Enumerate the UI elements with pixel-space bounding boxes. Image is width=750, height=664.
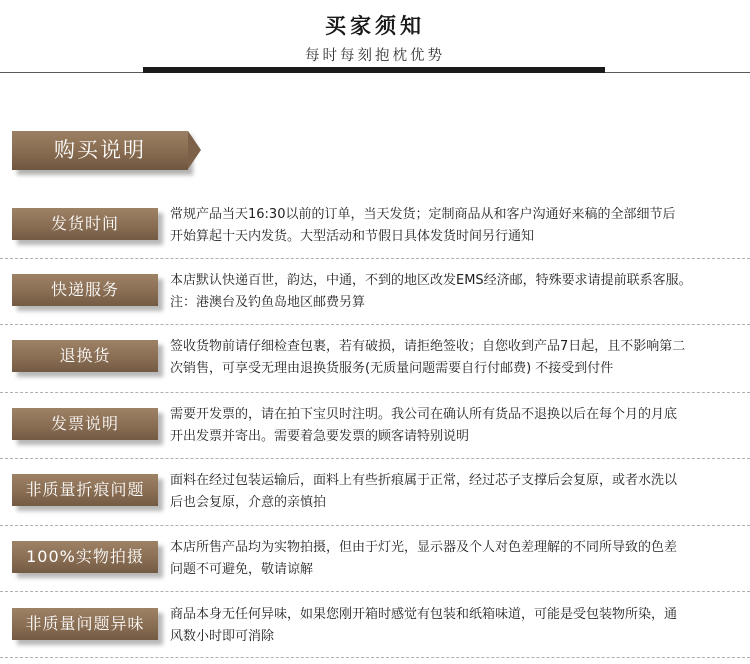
row-description	[170, 270, 735, 314]
row-text-line: 面料在经过包装运输后，面料上有些折痕属于正常，经过芯子支撑后会复原，或者水洗以	[170, 473, 678, 488]
row-tag: 100%实物拍摄	[12, 541, 158, 573]
row-divider	[0, 392, 750, 393]
row-text-line: 需要开发票的，请在拍下宝贝时注明。我公司在确认所有货品不退换以后在每个月的月底	[170, 407, 678, 422]
row-divider	[0, 324, 750, 325]
row-text-line: 商品本身无任何异味，如果您刚开箱时感觉有包装和纸箱味道，可能是受包装物所染，通	[170, 607, 678, 622]
info-row-real-photos	[0, 533, 750, 597]
row-description	[170, 336, 735, 380]
row-tag: 非质量折痕问题	[12, 474, 158, 506]
row-divider	[0, 458, 750, 459]
info-row-creases	[0, 466, 750, 530]
row-divider	[0, 657, 750, 658]
row-tag: 发票说明	[12, 408, 158, 440]
row-tag: 发货时间	[12, 208, 158, 240]
row-text-line: 注：港澳台及钓鱼岛地区邮费另算	[170, 295, 366, 310]
row-description	[170, 404, 735, 448]
info-row-odor	[0, 600, 750, 664]
row-description	[170, 537, 735, 581]
info-row-shipping-time	[0, 200, 750, 264]
header-divider-thick	[143, 67, 605, 73]
row-divider	[0, 258, 750, 259]
row-text-line: 本店所售产品均为实物拍摄，但由于灯光，显示器及个人对色差理解的不同所导致的色差	[170, 540, 678, 555]
row-text-line: 次销售，可享受无理由退换货服务(无质量问题需要自行付邮费) 不接受到付件	[170, 361, 614, 376]
row-text-line: 风数小时即可消除	[170, 629, 275, 644]
row-text-line: 本店默认快递百世，韵达，中通，不到的地区改发EMS经济邮，特殊要求请提前联系客服。	[170, 273, 692, 288]
row-text-line: 签收货物前请仔细检查包裹，若有破损，请拒绝签收；自您收到产品7日起，且不影响第二	[170, 339, 686, 354]
row-text-line: 开出发票并寄出。需要着急要发票的顾客请特别说明	[170, 429, 470, 444]
row-text-line: 问题不可避免，敬请谅解	[170, 562, 314, 577]
row-text-line: 开始算起十天内发货。大型活动和节假日具体发货时间另行通知	[170, 229, 535, 244]
section-title-tab	[12, 131, 188, 170]
row-text-line: 常规产品当天16:30以前的订单，当天发货；定制商品从和客户沟通好来稿的全部细节后	[170, 207, 676, 222]
page-title: 买家须知	[325, 14, 425, 38]
row-divider	[0, 525, 750, 526]
row-tag: 非质量问题异味	[12, 608, 158, 640]
row-divider	[0, 591, 750, 592]
row-tag: 快递服务	[12, 274, 158, 306]
section-title: 购买说明	[54, 138, 146, 162]
page-subtitle: 每时每刻抱枕优势	[305, 48, 445, 64]
row-description	[170, 204, 735, 248]
row-tag: 退换货	[12, 340, 158, 372]
row-text-line: 后也会复原，介意的亲慎拍	[170, 495, 327, 510]
info-row-returns	[0, 332, 750, 396]
row-description	[170, 604, 735, 648]
page-header	[0, 0, 750, 80]
row-description	[170, 470, 735, 514]
info-row-invoice	[0, 400, 750, 464]
info-row-courier	[0, 266, 750, 330]
